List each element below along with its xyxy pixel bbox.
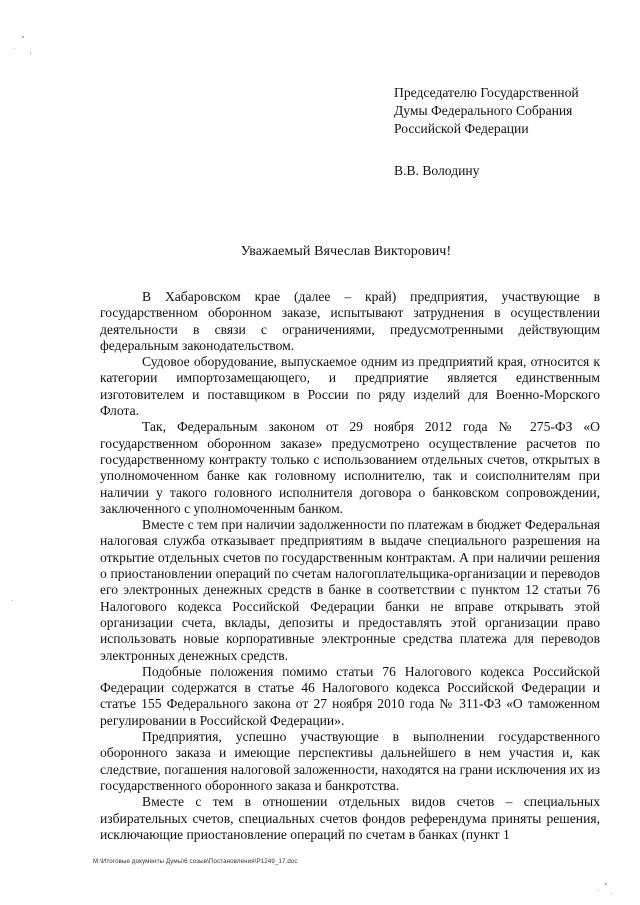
addressee-block [394,84,624,180]
body-paragraph: Так, Федеральным законом от 29 ноября 2012 года № 275-ФЗ «О государственном оборонном заказе» предусмотрено осуществление расчетов по государственному контракту только с использованием отдельных счетов, открытых в уполномоченном банке как головному исполнителю, так и соисполнителям при наличии у такого головного исполнителя договора о банковском сопровождении, заключенного с уполномоченным банком. [100,419,600,516]
body-paragraph: В Хабаровском крае (далее – край) предприятия, участвующие в государственном оборонном заказе, испытывают затруднения в осуществлении деятельности в связи с ограничениями, предусмотренными действующим федеральным законодательством. [100,289,600,353]
addressee-line: Председателю Государственной [394,85,579,100]
scan-speck [12,600,13,601]
addressee-name: В.В. Володину [394,163,480,178]
body-paragraph: Подобные положения помимо статьи 76 Налогового кодекса Российской Федерации содержатся в статье 46 Налогового кодекса Российской Федерации и статье 155 Федерального закона от 27 ноября 2010 года № 311-ФЗ «О таможенном регулировании в Российской Федерации». [100,663,600,728]
scan-speck [22,36,24,38]
file-path-footer: M:\Итоговые документы Думы\6 созыв\Постановления\P1249_17.doc [93,858,298,865]
body-paragraph: Вместе с тем в отношении отдельных видов счетов – специальных избирательных счетов, специальных счетов фондов референдума приняты решения, исключающие приостановление операций по счетам в банках (пункт 1 [100,794,600,842]
scan-speck [605,883,607,885]
body-paragraph: Вместе с тем при наличии задолженности по платежам в бюджет Федеральная налоговая служба отказывает предприятиям в выдаче специального разрешения на открытие отдельных счетов по государственным контрактам. А при наличии решения о приостановлении операций по счетам налогоплательщика-организации и переводов его электронных денежных средств в банке в соответствии с пунктом 12 статьи 76 Налогового кодекса Российской Федерации банки не вправе открывать этой организации счета, вклады, депозиты и предоставлять этой организации право использовать новые корпоративные электронные средства платежа для переводов электронных денежных средств. [100,517,600,663]
body-paragraph: Судовое оборудование, выпускаемое одним из предприятий края, относится к категории импортозамещающего, и предприятие является единственным изготовителем и поставщиком в России по ряду изделий для Военно-Морского Флота. [100,354,600,419]
addressee-line: Думы Федерального Собрания [394,103,573,118]
body-paragraph: Предприятия, успешно участвующие в выполнении государственного оборонного заказа и имеющие перспективы дальнейшего в нем участия и, как следствие, погашения налоговой заложенности, находятся на грани исключения их из государственного оборонного заказа и банкротства. [100,729,600,793]
scan-speck [611,893,612,894]
salutation-text: Уважаемый Вячеслав Викторович! [240,244,452,259]
salutation [0,244,640,260]
letter-body [100,289,600,843]
scan-speck [14,48,15,49]
scan-speck [30,52,31,54]
scan-speck [598,890,599,891]
addressee-line: Российской Федерации [394,121,529,136]
